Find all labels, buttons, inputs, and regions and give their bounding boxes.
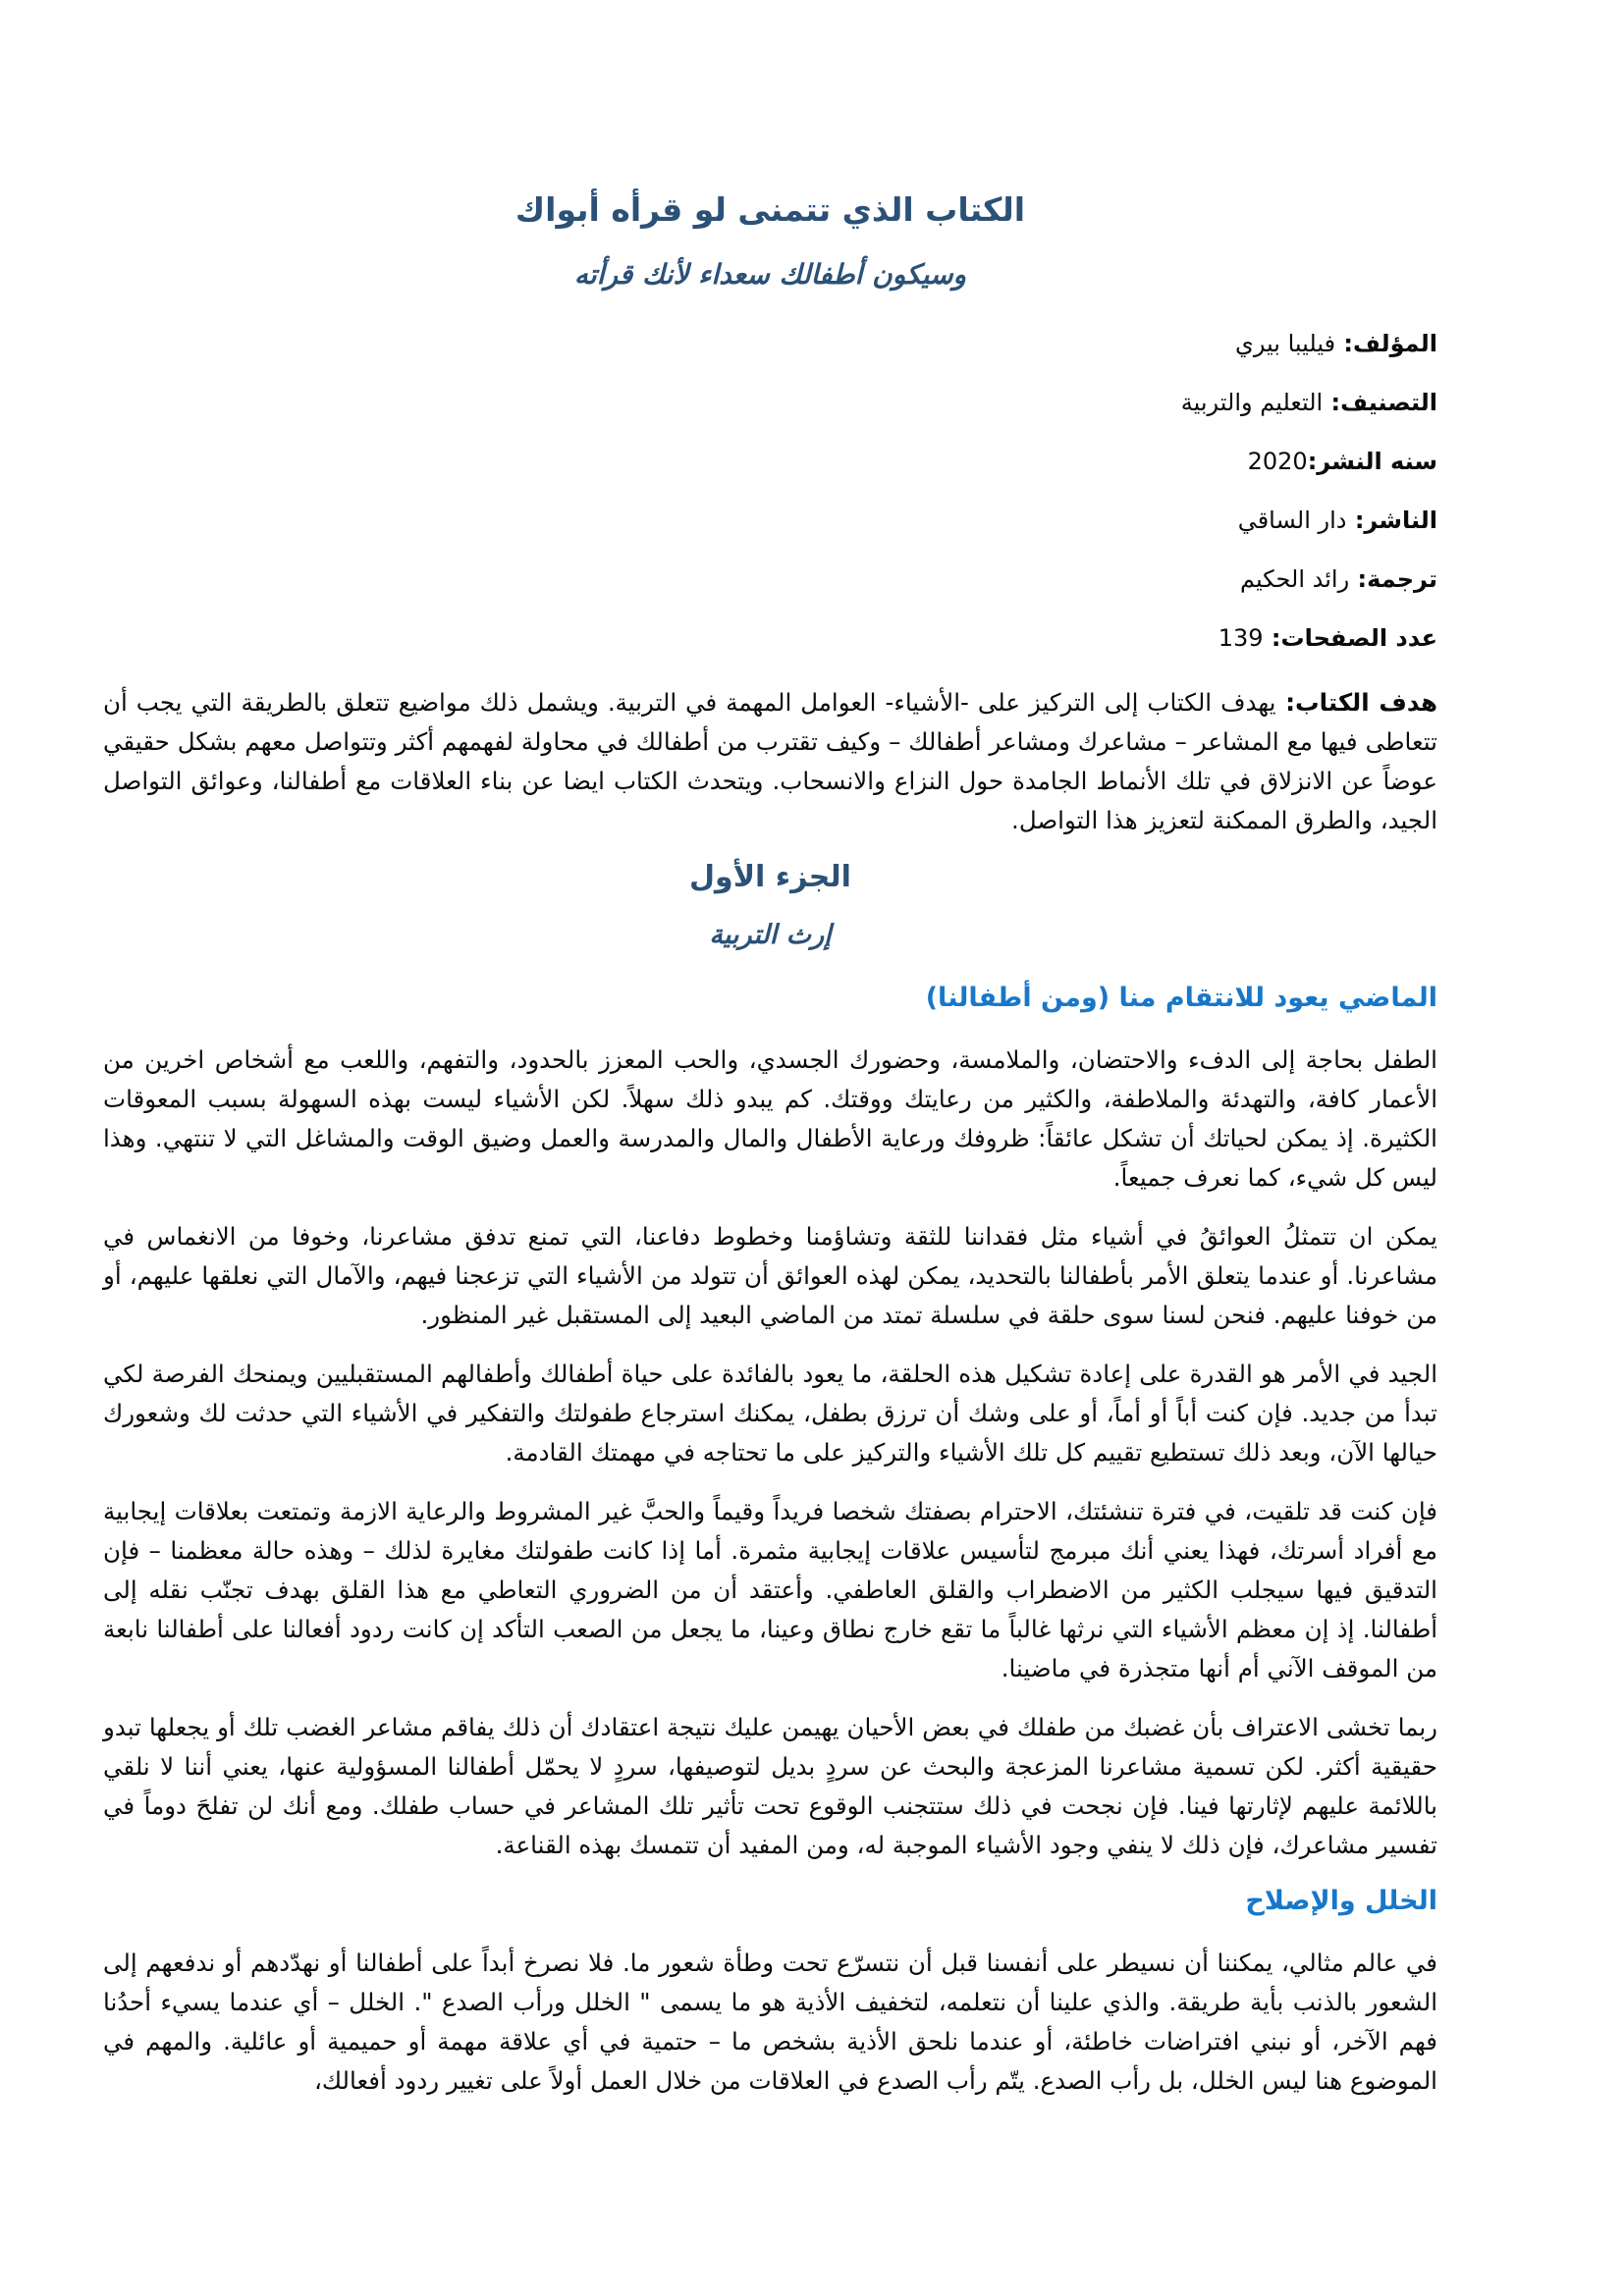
metadata-value: فيليبا بيري	[1235, 330, 1336, 357]
paragraph: فإن كنت قد تلقيت، في فترة تنشئتك، الاحترام بصفتك شخصا فريداً وقيماً والحبَّ غير المشروط والرعاية الازمة وتمتعت بعلاقات إيجابية مع أفراد أسرتك، فهذا يعني أنك مبرمج لتأسيس علاقات إيجابية مثمرة. أما إذا كانت طفولتك مغايرة لذلك – وهذه حالة معظمنا – فإن التدقيق فيها سيجلب الكثير من الاضطراب والقلق العاطفي. وأعتقد أن من الضروري التعاطي مع هذا القلق بهدف تجنّب نقله إلى أطفالنا. إذ إن معظم الأشياء التي نرثها غالباً ما تقع خارج نطاق وعينا، ما يجعل من الصعب التأكد إن كانت ردود أفعالنا على أطفالنا نابعة من الموقف الآني أم أنها متجذرة في ماضينا.	[103, 1497, 1437, 1682]
section-rupture-repair	[103, 1885, 1437, 2101]
metadata-value: دار الساقي	[1237, 507, 1347, 534]
part-subheading: إرث التربية	[709, 920, 832, 950]
paragraph: يمكن ان تتمثلُ العوائقُ في أشياء مثل فقداننا للثقة وتشاؤمنا وخطوط دفاعنا، التي تمنع تدفق مشاعرنا، وخوفا من الانغماس في مشاعرنا. أو عندما يتعلق الأمر بأطفالنا بالتحديد، يمكن لهذه العوائق أن تتولد من الأشياء التي تزعجنا فيهم، والآمال التي نعلقها عليهم، أو من خوفنا عليهم. فنحن لسنا سوى حلقة في سلسلة تمتد من الماضي البعيد إلى المستقبل غير المنظور.	[103, 1222, 1437, 1329]
metadata-label: عدد الصفحات:	[1263, 624, 1437, 652]
part-heading: الجزء الأول	[689, 860, 851, 894]
metadata-line-publisher	[103, 507, 1437, 535]
section-heading: الخلل والإصلاح	[1245, 1886, 1437, 1916]
metadata-line-pages	[103, 624, 1437, 653]
metadata-label: التصنيف:	[1323, 389, 1437, 416]
book-goal-paragraph	[103, 683, 1437, 840]
book-goal-label: هدف الكتاب:	[1275, 688, 1437, 717]
metadata-line-year	[103, 448, 1437, 476]
metadata-value: 2020	[1247, 448, 1308, 475]
metadata-line-category	[103, 389, 1437, 417]
book-goal-text: يهدف الكتاب إلى التركيز على -الأشياء- العوامل المهمة في التربية. ويشمل ذلك مواضيع تتعلق بالطريقة التي يجب أن تتعاطى فيها مع المشاعر – مشاعرك ومشاعر أطفالك – وكيف تقترب من أطفالك في محاولة لفهمهم أكثر وتتواصل معهم بشكل حقيقي عوضاً عن الانزلاق في تلك الأنماط الجامدة حول النزاع والانسحاب. ويتحدث الكتاب ايضا عن بناء العلاقات مع أطفالنا، وعوائق التواصل الجيد، والطرق الممكنة لتعزيز هذا التواصل.	[103, 688, 1437, 834]
metadata-value: التعليم والتربية	[1180, 389, 1324, 416]
metadata-block	[103, 330, 1437, 653]
metadata-label: المؤلف:	[1335, 330, 1437, 357]
metadata-line-translator	[103, 565, 1437, 594]
metadata-label: ترجمة:	[1349, 565, 1437, 593]
section-heading: الماضي يعود للانتقام منا (ومن أطفالنا)	[925, 983, 1437, 1013]
metadata-value: 139	[1218, 624, 1264, 652]
section-past-revenge	[103, 982, 1437, 1865]
metadata-value: رائد الحكيم	[1240, 565, 1350, 593]
metadata-line-author	[103, 330, 1437, 358]
page-subtitle: وسيكون أطفالك سعداء لأنك قرأته	[573, 258, 967, 291]
paragraph: في عالم مثالي، يمكننا أن نسيطر على أنفسنا قبل أن نتسرّع تحت وطأة شعور ما. فلا نصرخ أبداً على أطفالنا أو نهدّدهم أو ندفعهم إلى الشعور بالذنب بأية طريقة. والذي علينا أن نتعلمه، لتخفيف الأذية هو ما يسمى " الخلل ورأب الصدع ". الخلل – أي عندما يسيء أحدُنا فهم الآخر، أو نبني افتراضات خاطئة، أو عندما نلحق الأذية بشخص ما – حتمية في أي علاقة مهمة أو حميمية أو عائلية. والمهم في الموضوع هنا ليس الخلل، بل رأب الصدع. يتّم رأب الصدع في العلاقات من خلال العمل أولاً على تغيير ردود أفعالك،	[103, 1949, 1437, 2095]
paragraph: الجيد في الأمر هو القدرة على إعادة تشكيل هذه الحلقة، ما يعود بالفائدة على حياة أطفالك وأطفالهم المستقبليين ويمنحك الفرصة لكي تبدأ من جديد. فإن كنت أباً أو أماً، أو على وشك أن ترزق بطفل، يمكنك استرجاع طفولتك والتفكير في الأشياء التي حدثت لك وشعورك حيالها الآن، وبعد ذلك تستطيع تقييم كل تلك الأشياء والتركيز على ما تحتاجه في مهمتك القادمة.	[103, 1360, 1437, 1467]
metadata-label: سنه النشر:	[1307, 448, 1437, 475]
page-title: الكتاب الذي تتمنى لو قرأه أبواك	[514, 190, 1026, 229]
paragraph: الطفل بحاجة إلى الدفء والاحتضان، والملامسة، وحضورك الجسدي، والحب المعزز بالحدود، والتفهم، واللعب مع أشخاص اخرين من الأعمار كافة، والتهدئة والملاطفة، والكثير من رعايتك ووقتك. كم يبدو ذلك سهلاً. لكن الأشياء ليست بهذه السهولة بسبب المعوقات الكثيرة. إذ يمكن لحياتك أن تشكل عائقاً: ظروفك ورعاية الأطفال والمال والمدرسة والعمل وضيق الوقت والمشاغل التي لا تنتهي. وهذا ليس كل شيء، كما نعرف جميعاً.	[103, 1045, 1437, 1192]
metadata-label: الناشر:	[1346, 507, 1437, 534]
paragraph: ربما تخشى الاعتراف بأن غضبك من طفلك في بعض الأحيان يهيمن عليك نتيجة اعتقادك أن ذلك يفاقم مشاعر الغضب تلك أو يجعلها تبدو حقيقية أكثر. لكن تسمية مشاعرنا المزعجة والبحث عن سردٍ بديل لتوصيفها، سردٍ لا يحمّل أطفالنا المسؤولية عنها، يعني أننا لا نلقي باللائمة عليهم لإثارتها فينا. فإن نجحت في ذلك ستتجنب الوقوع تحت تأثير تلك المشاعر في حساب طفلك. ومع أنك لن تفلحَ دوماً في تفسير مشاعرك، فإن ذلك لا ينفي وجود الأشياء الموجبة له، ومن المفيد أن تتمسك بهذه القناعة.	[103, 1713, 1437, 1859]
